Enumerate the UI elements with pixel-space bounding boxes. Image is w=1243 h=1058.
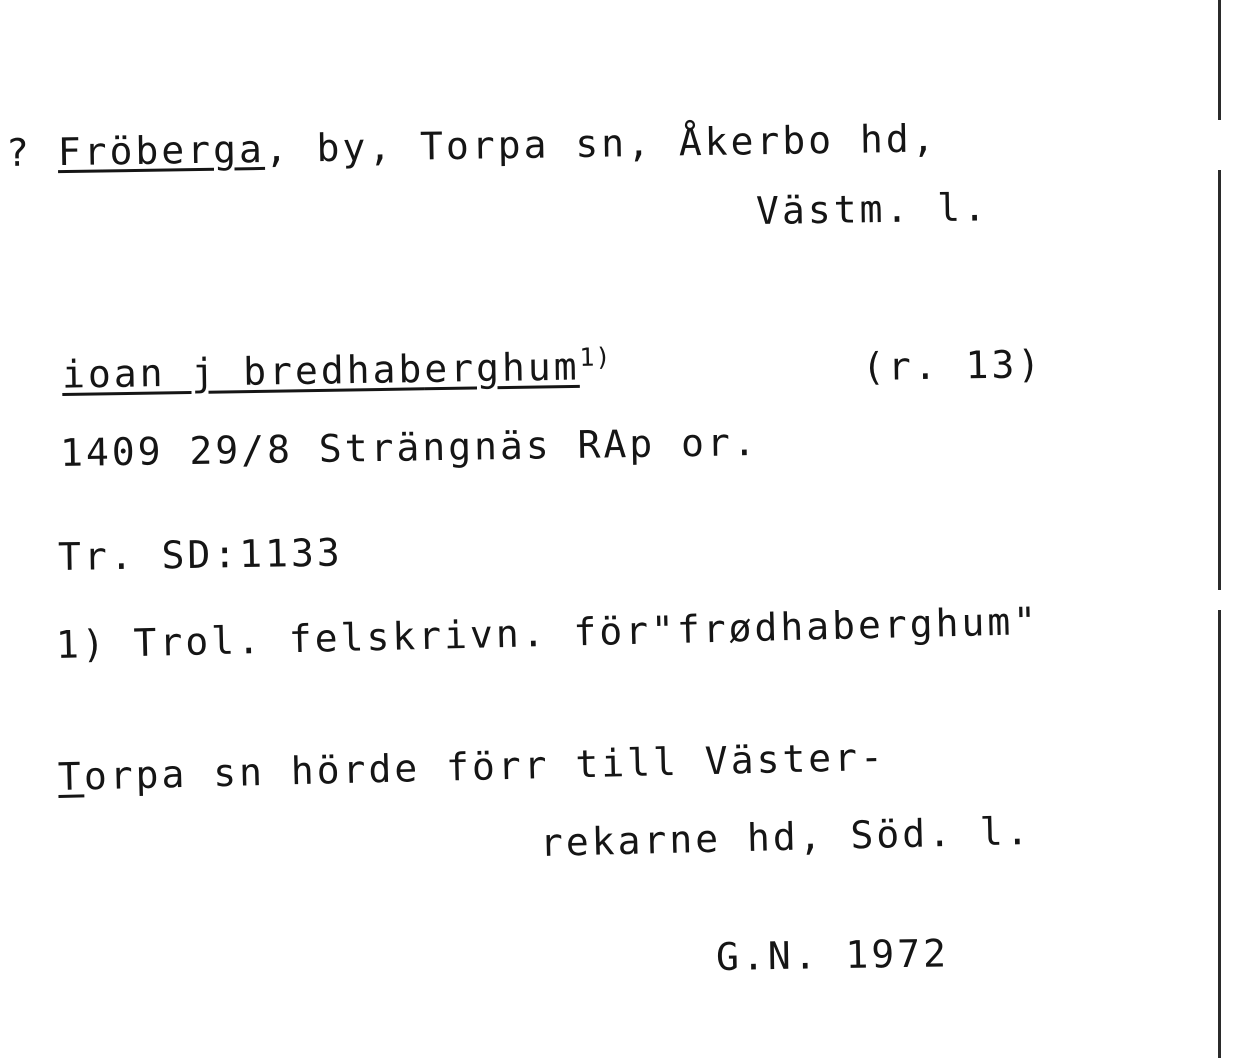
scan-edge-line-top bbox=[1218, 0, 1221, 120]
headword-prefix: ? bbox=[5, 130, 59, 175]
paragraph-line-1-rest: orpa sn hörde förr till Väster- bbox=[83, 734, 887, 799]
transcript-line: Tr. SD:1133 bbox=[57, 530, 343, 579]
headword: Fröberga bbox=[57, 126, 266, 175]
paragraph-initial: T bbox=[57, 754, 85, 799]
footnote-line: 1) Trol. felskrivn. för"frødhaberghum" bbox=[55, 598, 1040, 667]
citation-reference: (r. 13) bbox=[861, 342, 1044, 389]
paragraph-line-1 bbox=[57, 736, 886, 799]
headword-second-line: Västm. l. bbox=[755, 185, 990, 233]
footnote-marker: 1) bbox=[579, 342, 612, 372]
signature-line: G.N. 1972 bbox=[715, 931, 950, 979]
scan-edge-line-bottom bbox=[1218, 610, 1221, 1058]
headword-rest: , by, Torpa sn, Åkerbo hd, bbox=[264, 116, 938, 171]
headword-line bbox=[6, 117, 938, 174]
scan-edge-line-middle bbox=[1218, 170, 1221, 590]
citation-form-prefix: ioan j bredhab bbox=[61, 346, 425, 397]
citation-source-line: 1409 29/8 Strängnäs RAp or. bbox=[59, 420, 759, 475]
citation-form-underlined: erghum bbox=[423, 344, 580, 391]
citation-form-line bbox=[62, 343, 612, 396]
paragraph-line-2: rekarne hd, Söd. l. bbox=[539, 808, 1033, 865]
